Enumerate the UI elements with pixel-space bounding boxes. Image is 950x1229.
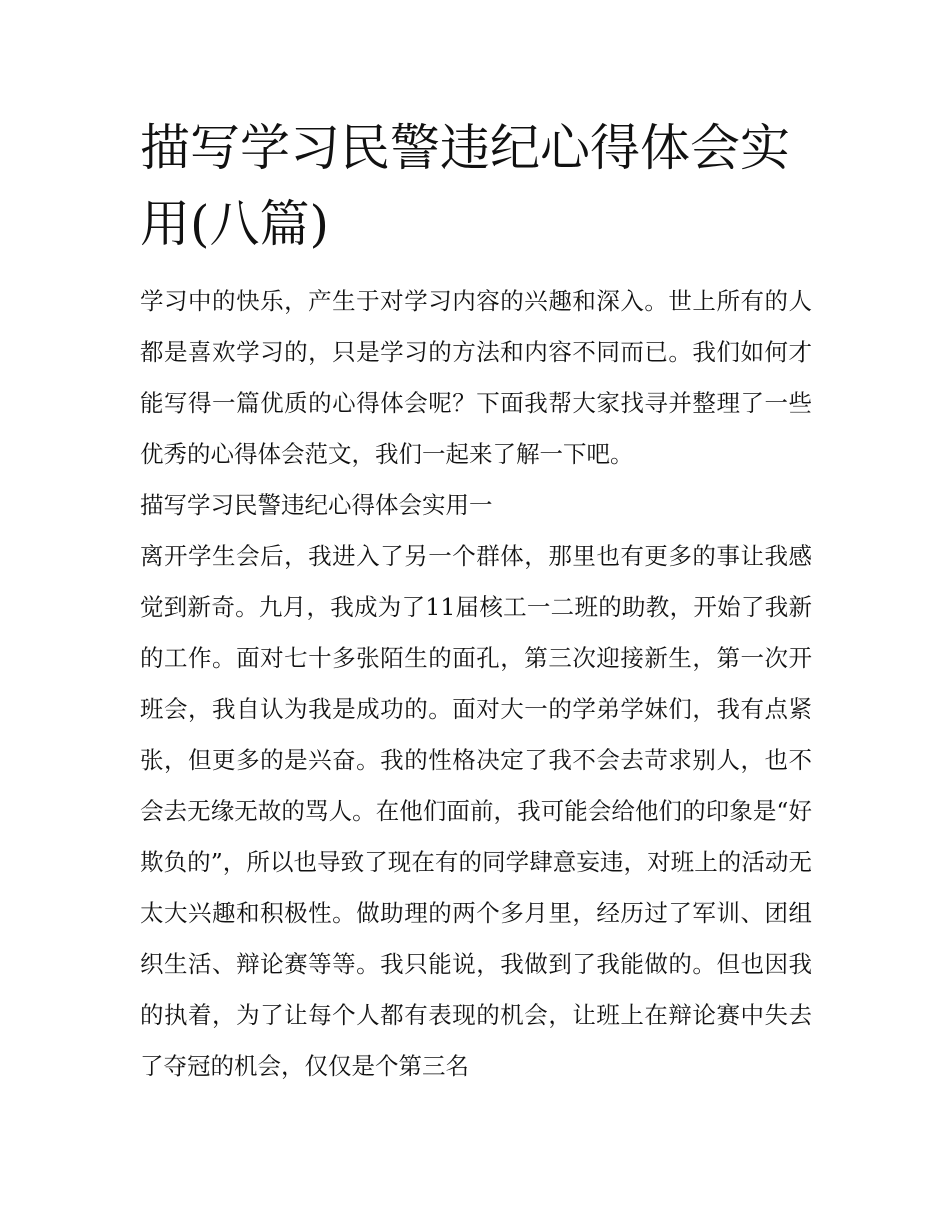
document-page <box>140 110 812 1092</box>
section-paragraph: 离开学生会后，我进入了另一个群体，那里也有更多的事让我感觉到新奇。九月，我成为了11届核工一二班的助教，开始了我新的工作。面对七十多张陌生的面孔，第三次迎接新生，第一次开班会，我自认为我是成功的。面对大一的学弟学妹们，我有点紧张，但更多的是兴奋。我的性格决定了我不会去苛求别人，也不会去无缘无故的骂人。在他们面前，我可能会给他们的印象是“好欺负的”，所以也导致了现在有的同学肆意妄违，对班上的活动无太大兴趣和积极性。做助理的两个多月里，经历过了军训、团组织生活、辩论赛等等。我只能说，我做到了我能做的。但也因我的执着，为了让每个人都有表现的机会，让班上在辩论赛中失去了夺冠的机会，仅仅是个第三名 <box>140 542 812 1080</box>
intro-paragraph: 学习中的快乐，产生于对学习内容的兴趣和深入。世上所有的人都是喜欢学习的，只是学习的方法和内容不同而已。我们如何才能写得一篇优质的心得体会呢？下面我帮大家找寻并整理了一些优秀的心得体会范文，我们一起来了解一下吧。 <box>140 287 812 468</box>
document-body <box>140 276 812 1092</box>
document-title: 描写学习民警违纪心得体会实用(八篇) <box>140 119 790 253</box>
section-heading: 描写学习民警违纪心得体会实用一 <box>140 491 493 519</box>
